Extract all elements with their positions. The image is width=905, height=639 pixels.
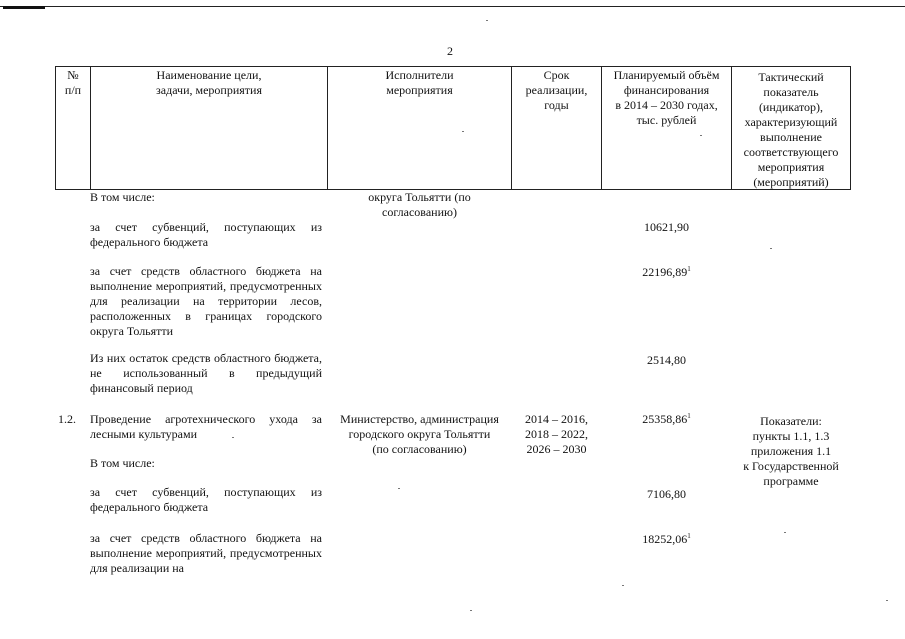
row-financing-value: 22196,89$^1$ (642, 265, 691, 279)
footnote-mark: 1 (687, 265, 691, 273)
header-col-name: Наименование цели, задачи, мероприятия (156, 68, 262, 97)
scan-speck (700, 135, 702, 136)
row-text-federal-subventions: за счет субвенций, поступающих из федерального бюджета (90, 220, 322, 249)
row-financing-value: 18252,06$^1$ (642, 532, 691, 546)
header-col-executors: Исполнители мероприятия (385, 68, 454, 97)
scan-speck (622, 585, 624, 586)
footnote-mark: 1 (687, 532, 691, 540)
top-scan-border (0, 6, 905, 7)
scan-speck (470, 610, 472, 611)
page-number: 2 (447, 44, 453, 58)
footnote-mark: 1 (687, 412, 691, 420)
row-financing-value: 2514,80 (647, 353, 686, 367)
row-text-regional-budget: за счет средств областного бюджета на выполнение мероприятий, предусмотренных для реализации на территории лесов, расположенных в границах городского округа Тольятти (90, 264, 322, 338)
scan-speck (462, 131, 464, 132)
header-col-financing: Планируемый объём финансирования в 2014 – 2030 годах, тыс. рублей (613, 68, 720, 127)
row-text-unused-balance: Из них остаток средств областного бюджета, не использованный в предыдущий финансовый период (90, 351, 322, 395)
row-text-including: В том числе: (90, 456, 155, 470)
top-left-scan-mark (3, 6, 45, 9)
row-executors: Министерство, администрация городского округа Тольятти (по согласованию) (340, 412, 499, 456)
scan-speck (486, 20, 488, 21)
row-financing-value: 7106,80 (647, 487, 686, 501)
row-text-including: В том числе: (90, 190, 155, 204)
row-financing-value: 10621,90 (644, 220, 689, 234)
row-text-regional-budget: за счет средств областного бюджета на выполнение мероприятий, предусмотренных для реализации на (90, 531, 322, 575)
scan-speck (398, 488, 400, 489)
header-col-term: Срок реализации, годы (525, 68, 588, 112)
row-executors-continued: округа Тольятти (по согласованию) (368, 190, 471, 219)
header-col-indicator: Тактический показатель (индикатор), характеризующий выполнение соответствующего мероприятия (мероприятий) (743, 70, 839, 189)
scan-speck (770, 248, 772, 249)
header-col-number: № п/п (64, 68, 82, 97)
row-number: 1.2. (58, 412, 76, 426)
row-indicator: Показатели: пункты 1.1, 1.3 приложения 1.1 к Государственной программе (743, 414, 839, 488)
row-financing-value: 25358,86$^1$ (642, 412, 691, 426)
row-term: 2014 – 2016, 2018 – 2022, 2026 – 2030 (525, 412, 588, 456)
row-text-federal-subventions: за счет субвенций, поступающих из федерального бюджета (90, 485, 322, 514)
table-col-divider (850, 66, 851, 190)
scan-speck (784, 532, 786, 533)
scan-speck (232, 437, 234, 438)
scan-speck (886, 600, 888, 601)
row-text-agrotechnical-care: Проведение агротехнического ухода за лесными культурами (90, 412, 322, 441)
